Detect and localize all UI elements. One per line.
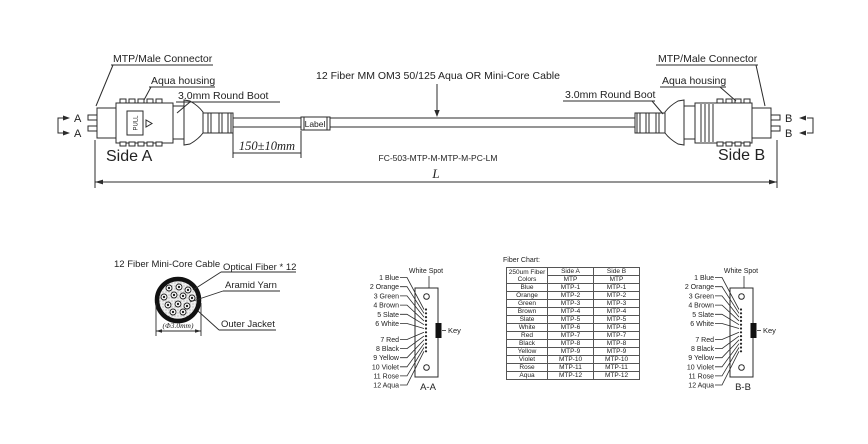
section-letter-b2: B [785,128,793,140]
cell-side-b: MTP-9 [594,348,640,356]
cell-side-b: MTP-10 [594,356,640,364]
guide-pin [771,126,780,131]
header-mtp-a: MTP [548,276,594,284]
key-tab [436,323,442,338]
cell-color: Violet [507,356,548,364]
fiber-chart-title: Fiber Chart: [503,257,540,264]
table-row [507,284,640,292]
header-colors [507,268,548,284]
label-tag-text: Label [304,119,326,129]
section-letter-b1: B [785,113,793,125]
dim-arrow-icon [156,329,162,333]
cell-side-a: MTP-7 [548,332,594,340]
fiber-item: 8 Black [376,346,399,354]
mtp-ferrule [97,108,116,138]
pinout-view-b [685,268,776,390]
cell-side-b: MTP-2 [594,292,640,300]
section-arrow-icon [799,116,806,121]
cell-side-a: MTP-8 [548,340,594,348]
key-label: Key [448,326,461,335]
cell-side-b: MTP-8 [594,340,640,348]
table-row [507,292,640,300]
table-row [507,356,640,364]
fiber-item: 7 Red [380,337,399,344]
cell-color: White [507,324,548,332]
view-label-bb: B-B [735,382,751,393]
cell-side-b: MTP-1 [594,284,640,292]
white-spot-hole [424,294,430,300]
cell-side-b: MTP-5 [594,316,640,324]
callout-aqua-housing-right: Aqua housing [662,75,727,87]
cell-color: Brown [507,308,548,316]
header-side-a: Side A [548,268,594,276]
fiber-list [370,275,400,390]
cell-side-a: MTP-1 [548,284,594,292]
total-length-text: L [432,166,440,181]
alignment-hole [424,365,430,371]
cell-side-b: MTP-4 [594,308,640,316]
table-row [507,324,640,332]
table-header-row [507,268,640,276]
cell-color: Rose [507,364,548,372]
cell-side-a: MTP-4 [548,308,594,316]
callout-round-boot-left: 3.0mm Round Boot [178,90,269,102]
callout-cable-spec: 12 Fiber MM OM3 50/125 Aqua OR Mini-Core Cable [316,70,560,82]
table-row [507,340,640,348]
fiber-item: 9 Yellow [373,355,399,363]
view-label-aa: A-A [420,382,436,393]
fiber-item: 6 White [375,321,399,328]
callout-aqua-housing-left: Aqua housing [151,75,216,87]
cross-section-view [114,259,296,336]
guide-pin [88,115,97,120]
boot-bell [665,100,684,145]
cell-color: Black [507,340,548,348]
callout-mtp-connector-left: MTP/Male Connector [113,53,213,65]
cell-color: Blue [507,284,548,292]
section-arrow-icon [799,131,806,136]
section-arrow-icon [63,116,70,121]
connector-collar [684,106,695,139]
cell-side-a: MTP-3 [548,300,594,308]
boot-bell [184,100,203,145]
aramid-yarn-label: Aramid Yarn [225,280,277,291]
section-arrow-icon [63,131,70,136]
part-number: FC-503-MTP-M-MTP-M-PC-LM [378,153,498,163]
side-b-label: Side B [718,147,766,164]
dim-arrow-icon [95,180,103,185]
diameter-text: (Φ3.0mm) [162,321,194,330]
header-mtp-b: MTP [594,276,640,284]
table-row [507,300,640,308]
table-row [507,348,640,356]
connector-body [695,103,752,143]
header-colors-line1: 250um Fiber [508,268,546,276]
white-spot-label: White Spot [408,268,444,275]
header-side-b: Side B [594,268,640,276]
table-row [507,308,640,316]
callout-round-boot-right: 3.0mm Round Boot [565,89,656,101]
side-a-label: Side A [106,148,153,165]
fiber-item: 12 Aqua [373,382,399,390]
cell-side-a: MTP-10 [548,356,594,364]
cell-color: Aqua [507,372,548,380]
guide-pin [88,126,97,131]
section-indicator-b [799,116,813,136]
section-indicator-a [58,116,70,136]
section-letter-a1: A [74,113,82,125]
section-letter-a2: A [74,128,82,140]
fiber-chart-table [506,267,640,380]
cell-side-a: MTP-12 [548,372,594,380]
cell-side-a: MTP-11 [548,364,594,372]
optical-fiber-label: Optical Fiber * 12 [223,262,297,273]
dim-arrow-icon [769,180,777,185]
header-colors-line2: Colors [517,275,537,283]
fiber-item: 4 Brown [373,302,399,310]
connector-side-a [88,99,233,146]
cell-side-b: MTP-11 [594,364,640,372]
cell-side-b: MTP-12 [594,372,640,380]
cable-line [233,118,637,127]
fiber-item: 10 Violet [371,364,399,372]
mtp-ferrule [752,108,771,138]
cross-section-title: 12 Fiber Mini-Core Cable [114,259,221,270]
fiber-item: 2 Orange [369,284,399,292]
cell-side-b: MTP-7 [594,332,640,340]
callout-mtp-connector-right: MTP/Male Connector [658,53,758,65]
connector-body [116,103,173,143]
cell-side-a: MTP-6 [548,324,594,332]
cell-color: Orange [507,292,548,300]
cell-side-a: MTP-9 [548,348,594,356]
cell-color: Red [507,332,548,340]
pinout-view-a [370,268,461,390]
table-row [507,372,640,380]
cell-color: Slate [507,316,548,324]
cell-color: Green [507,300,548,308]
cell-side-b: MTP-3 [594,300,640,308]
dim-arrow-icon [195,329,201,333]
pull-tab-text: PULL [133,115,140,131]
down-arrow-icon [434,110,439,117]
cell-side-b: MTP-6 [594,324,640,332]
fiber-item: 3 Green [373,293,399,301]
table-row [507,364,640,372]
cell-color: Yellow [507,348,548,356]
table-row [507,332,640,340]
dimension-150mm-text: 150±10mm [238,139,296,153]
fiber-item: 1 Blue [379,275,399,282]
outer-jacket-label: Outer Jacket [221,319,275,330]
connector-collar [173,106,184,139]
cell-side-a: MTP-5 [548,316,594,324]
guide-pin [771,115,780,120]
table-row [507,316,640,324]
fiber-item: 11 Rose [373,373,399,381]
fiber-item: 5 Slate [377,311,399,319]
fiber-chart [503,257,640,380]
cell-side-a: MTP-2 [548,292,594,300]
